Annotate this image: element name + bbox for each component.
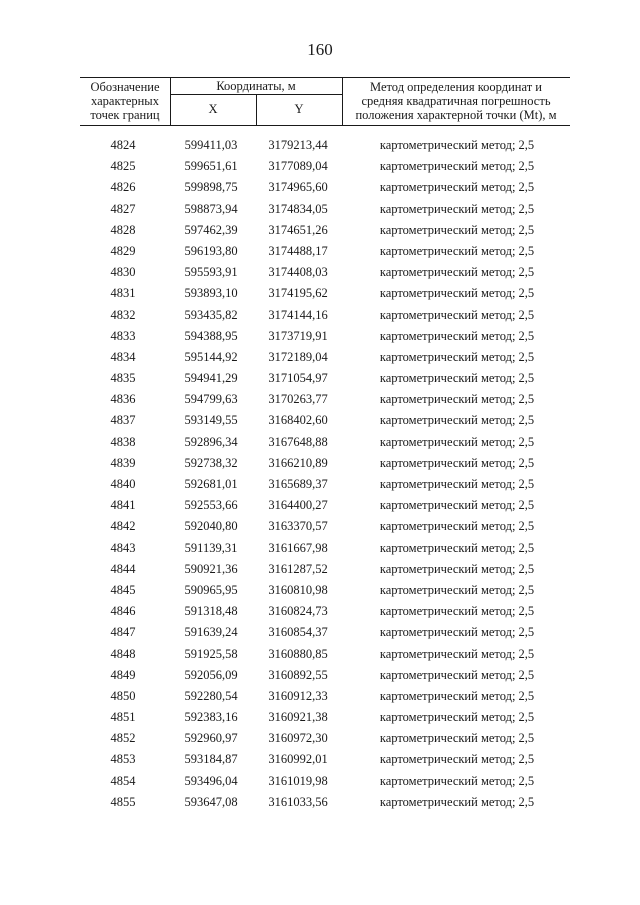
table-row [0, 666, 640, 687]
method-cell: картометрический метод; 2,5 [379, 434, 535, 449]
y-coordinate-cell: 3160854,37 [268, 625, 328, 640]
x-coordinate-cell: 597462,39 [184, 222, 238, 237]
point-id-cell: 4840 [110, 477, 136, 491]
table-row [0, 687, 640, 708]
y-coordinate-cell: 3164400,27 [268, 498, 328, 513]
table-row [0, 581, 640, 602]
y-coordinate-cell: 3179213,44 [268, 138, 328, 152]
method-cell: картометрический метод; 2,5 [379, 731, 535, 746]
x-coordinate-cell: 594799,63 [184, 392, 238, 407]
method-cell: картометрический метод; 2,5 [379, 455, 535, 470]
point-id-cell: 4834 [110, 349, 136, 364]
x-coordinate-cell: 592553,66 [184, 498, 238, 513]
table-row [0, 517, 640, 538]
table-row [0, 645, 640, 666]
point-id-cell: 4841 [110, 498, 136, 513]
point-id-cell: 4846 [110, 604, 136, 619]
point-id-cell: 4833 [110, 328, 136, 343]
y-coordinate-cell: 3165689,37 [268, 477, 328, 491]
header-point-id-line: Обозначение [90, 80, 160, 94]
y-coordinate-cell: 3174408,03 [268, 265, 328, 280]
x-coordinate-cell: 592681,01 [184, 477, 238, 491]
method-cell: картометрический метод; 2,5 [379, 477, 535, 491]
header-point-id [80, 80, 170, 122]
x-coordinate-cell: 591639,24 [184, 625, 238, 640]
point-id-cell: 4848 [110, 646, 136, 661]
y-coordinate-cell: 3161287,52 [268, 561, 328, 576]
table-row [0, 602, 640, 623]
y-coordinate-cell: 3160810,98 [268, 582, 328, 597]
table-row [0, 793, 640, 814]
point-id-cell: 4829 [110, 243, 136, 258]
x-coordinate-cell: 591925,58 [184, 646, 238, 661]
x-coordinate-cell: 590965,95 [184, 582, 238, 597]
point-id-cell: 4844 [110, 561, 136, 576]
x-coordinate-cell: 592738,32 [184, 455, 238, 470]
x-coordinate-cell: 591139,31 [184, 540, 238, 555]
point-id-cell: 4850 [110, 688, 136, 703]
method-cell: картометрический метод; 2,5 [379, 243, 535, 258]
point-id-cell: 4851 [110, 710, 136, 725]
table-row [0, 454, 640, 475]
y-coordinate-cell: 3163370,57 [268, 519, 328, 534]
header-bottom-rule [80, 125, 570, 126]
point-id-cell: 4852 [110, 731, 136, 746]
header-method-line: средняя квадратичная погрешность [361, 94, 551, 108]
table-row [0, 560, 640, 581]
x-coordinate-cell: 593496,04 [184, 773, 238, 788]
y-coordinate-cell: 3174488,17 [268, 243, 328, 258]
table-row [0, 242, 640, 263]
x-coordinate-cell: 598873,94 [184, 201, 238, 216]
method-cell: картометрический метод; 2,5 [379, 180, 535, 195]
x-coordinate-cell: 596193,80 [184, 243, 238, 258]
point-id-cell: 4843 [110, 540, 136, 555]
y-coordinate-cell: 3174195,62 [268, 286, 328, 301]
x-coordinate-cell: 599411,03 [184, 138, 238, 152]
table-body [0, 136, 640, 814]
table-row [0, 327, 640, 348]
x-coordinate-cell: 592056,09 [184, 667, 238, 682]
table-row [0, 306, 640, 327]
y-coordinate-cell: 3161019,98 [268, 773, 328, 788]
y-coordinate-cell: 3177089,04 [268, 159, 328, 174]
x-coordinate-cell: 591318,48 [184, 604, 238, 619]
point-id-cell: 4845 [110, 582, 136, 597]
header-point-id-line: точек границ [90, 108, 160, 122]
point-id-cell: 4855 [110, 794, 136, 809]
header-method-line: положения характерной точки (Mt), м [355, 108, 557, 122]
method-cell: картометрический метод; 2,5 [379, 688, 535, 703]
method-cell: картометрический метод; 2,5 [379, 540, 535, 555]
point-id-cell: 4832 [110, 307, 136, 322]
x-coordinate-cell: 590921,36 [184, 561, 238, 576]
method-cell: картометрический метод; 2,5 [379, 794, 535, 809]
method-cell: картометрический метод; 2,5 [379, 667, 535, 682]
table-row [0, 390, 640, 411]
y-coordinate-cell: 3160972,30 [268, 731, 328, 746]
method-cell: картометрический метод; 2,5 [379, 159, 535, 174]
x-coordinate-cell: 594941,29 [184, 371, 238, 386]
y-coordinate-cell: 3160892,55 [268, 667, 328, 682]
x-coordinate-cell: 592040,80 [184, 519, 238, 534]
table-row [0, 772, 640, 793]
method-cell: картометрический метод; 2,5 [379, 201, 535, 216]
y-coordinate-cell: 3160824,73 [268, 604, 328, 619]
y-coordinate-cell: 3160880,85 [268, 646, 328, 661]
point-id-cell: 4836 [110, 392, 136, 407]
method-cell: картометрический метод; 2,5 [379, 392, 535, 407]
point-id-cell: 4826 [110, 180, 136, 195]
method-cell: картометрический метод; 2,5 [379, 519, 535, 534]
y-coordinate-cell: 3174651,26 [268, 222, 328, 237]
method-cell: картометрический метод; 2,5 [379, 265, 535, 280]
method-cell: картометрический метод; 2,5 [379, 349, 535, 364]
table-row [0, 348, 640, 369]
method-cell: картометрический метод; 2,5 [379, 286, 535, 301]
header-y: Y [294, 102, 304, 116]
x-coordinate-cell: 592280,54 [184, 688, 238, 703]
point-id-cell: 4847 [110, 625, 136, 640]
x-coordinate-cell: 593149,55 [184, 413, 238, 428]
y-coordinate-cell: 3174834,05 [268, 201, 328, 216]
x-coordinate-cell: 592960,97 [184, 731, 238, 746]
point-id-cell: 4853 [110, 752, 136, 767]
method-cell: картометрический метод; 2,5 [379, 604, 535, 619]
table-row [0, 284, 640, 305]
header-method [342, 80, 570, 122]
method-cell: картометрический метод; 2,5 [379, 371, 535, 386]
y-coordinate-cell: 3172189,04 [268, 349, 328, 364]
x-coordinate-cell: 593184,87 [184, 752, 238, 767]
table-row [0, 623, 640, 644]
table-row [0, 475, 640, 496]
table-row [0, 708, 640, 729]
method-cell: картометрический метод; 2,5 [379, 625, 535, 640]
table-row [0, 136, 640, 157]
table-row [0, 496, 640, 517]
point-id-cell: 4830 [110, 265, 136, 280]
method-cell: картометрический метод; 2,5 [379, 646, 535, 661]
y-coordinate-cell: 3167648,88 [268, 434, 328, 449]
table-row [0, 750, 640, 771]
x-coordinate-cell: 599651,61 [184, 159, 238, 174]
point-id-cell: 4842 [110, 519, 136, 534]
point-id-cell: 4849 [110, 667, 136, 682]
point-id-cell: 4838 [110, 434, 136, 449]
x-coordinate-cell: 593893,10 [184, 286, 238, 301]
x-coordinate-cell: 595593,91 [184, 265, 238, 280]
method-cell: картометрический метод; 2,5 [379, 138, 535, 152]
method-cell: картометрический метод; 2,5 [379, 752, 535, 767]
table-row [0, 539, 640, 560]
table-row [0, 729, 640, 750]
header-top-rule [80, 77, 570, 78]
method-cell: картометрический метод; 2,5 [379, 498, 535, 513]
x-coordinate-cell: 593435,82 [184, 307, 238, 322]
x-coordinate-cell: 595144,92 [184, 349, 238, 364]
table-row [0, 369, 640, 390]
method-cell: картометрический метод; 2,5 [379, 328, 535, 343]
table-row [0, 200, 640, 221]
method-cell: картометрический метод; 2,5 [379, 710, 535, 725]
point-id-cell: 4835 [110, 371, 136, 386]
header-method-line: Метод определения координат и [370, 80, 542, 94]
method-cell: картометрический метод; 2,5 [379, 222, 535, 237]
y-coordinate-cell: 3160992,01 [268, 752, 328, 767]
y-coordinate-cell: 3171054,97 [268, 371, 328, 386]
point-id-cell: 4839 [110, 455, 136, 470]
header-point-id-line: характерных [91, 94, 159, 108]
table-row [0, 263, 640, 284]
method-cell: картометрический метод; 2,5 [379, 773, 535, 788]
point-id-cell: 4837 [110, 413, 136, 428]
method-cell: картометрический метод; 2,5 [379, 582, 535, 597]
y-coordinate-cell: 3160921,38 [268, 710, 328, 725]
y-coordinate-cell: 3168402,60 [268, 413, 328, 428]
header-coordinates: Координаты, м [216, 79, 296, 93]
y-coordinate-cell: 3161033,56 [268, 794, 328, 809]
y-coordinate-cell: 3160912,33 [268, 688, 328, 703]
table-row [0, 178, 640, 199]
table-row [0, 157, 640, 178]
x-coordinate-cell: 592383,16 [184, 710, 238, 725]
y-coordinate-cell: 3174144,16 [268, 307, 328, 322]
x-coordinate-cell: 599898,75 [184, 180, 238, 195]
point-id-cell: 4828 [110, 222, 136, 237]
method-cell: картометрический метод; 2,5 [379, 413, 535, 428]
y-coordinate-cell: 3170263,77 [268, 392, 328, 407]
y-coordinate-cell: 3173719,91 [268, 328, 328, 343]
method-cell: картометрический метод; 2,5 [379, 561, 535, 576]
point-id-cell: 4827 [110, 201, 136, 216]
x-coordinate-cell: 594388,95 [184, 328, 238, 343]
table-row [0, 221, 640, 242]
x-coordinate-cell: 592896,34 [184, 434, 238, 449]
x-coordinate-cell: 593647,08 [184, 794, 238, 809]
header-x: X [208, 102, 218, 116]
table-row [0, 433, 640, 454]
point-id-cell: 4831 [110, 286, 136, 301]
point-id-cell: 4824 [110, 138, 136, 152]
page-number: 160 [307, 40, 333, 59]
method-cell: картометрический метод; 2,5 [379, 307, 535, 322]
point-id-cell: 4854 [110, 773, 136, 788]
table-row [0, 411, 640, 432]
y-coordinate-cell: 3166210,89 [268, 455, 328, 470]
y-coordinate-cell: 3161667,98 [268, 540, 328, 555]
y-coordinate-cell: 3174965,60 [268, 180, 328, 195]
point-id-cell: 4825 [110, 159, 136, 174]
